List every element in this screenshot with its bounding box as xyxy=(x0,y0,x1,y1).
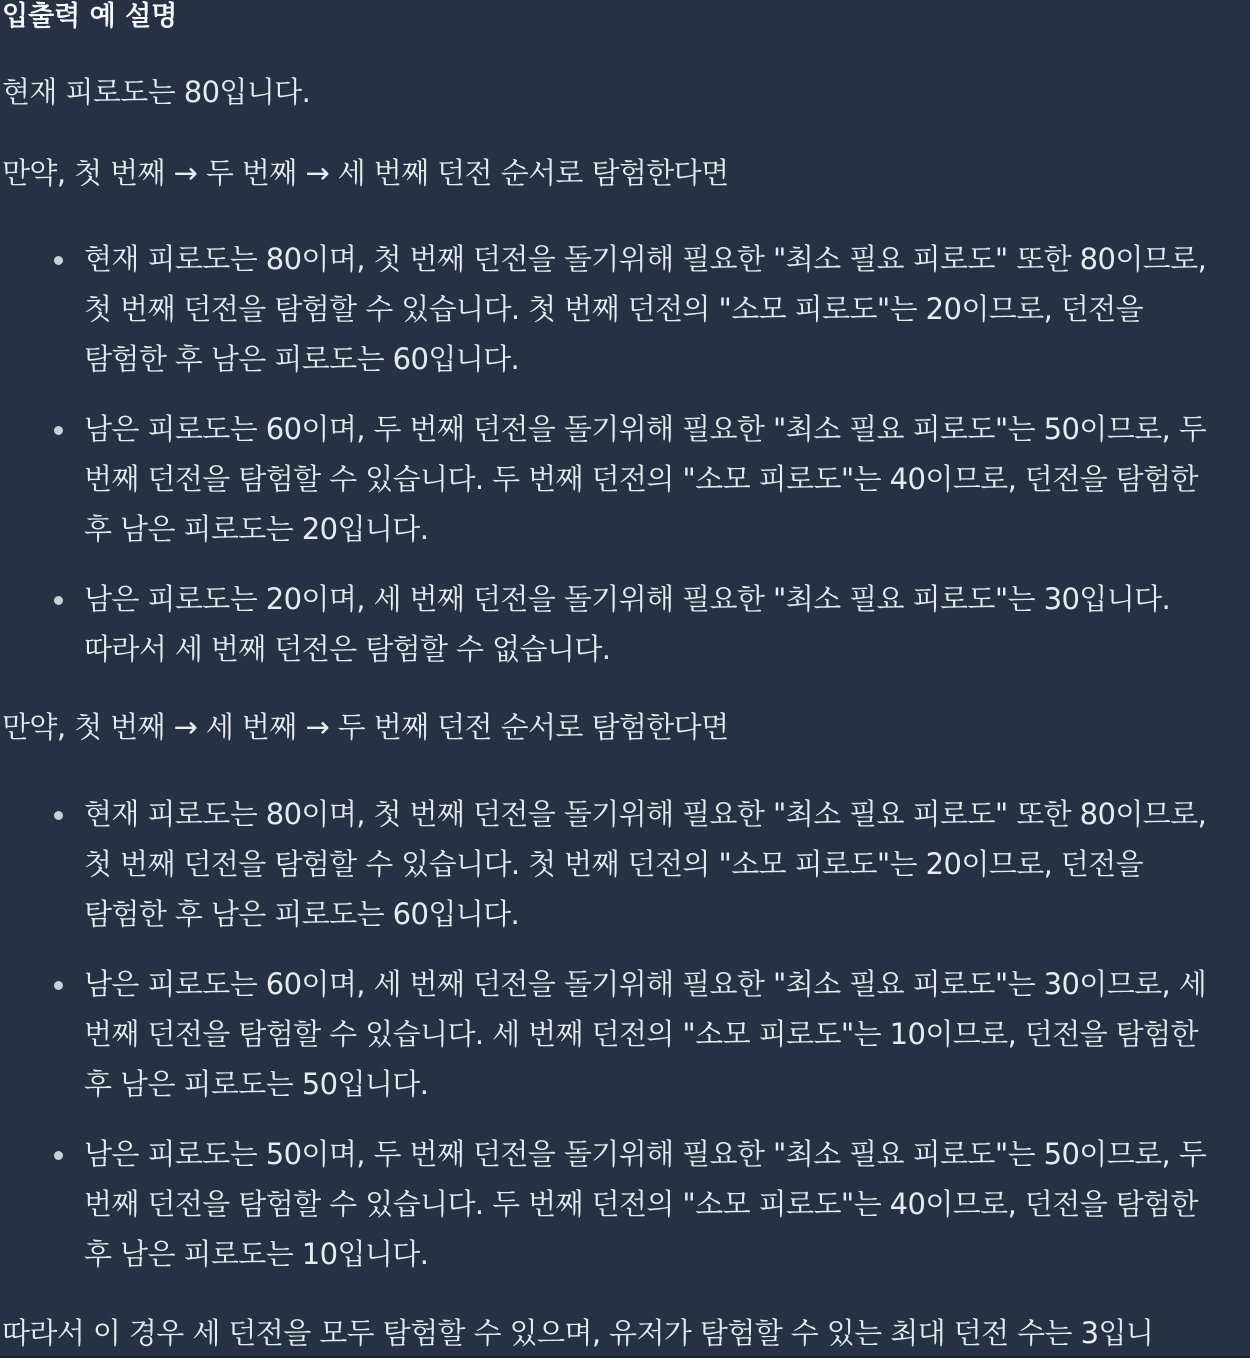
list-item xyxy=(0,959,1250,1109)
intro-text: 현재 피로도는 80입니다. xyxy=(2,75,311,109)
list-item xyxy=(0,234,1250,384)
bullet-dot-icon xyxy=(54,256,63,265)
bullet-dot-icon xyxy=(54,426,63,435)
section-heading: 입출력 예 설명 xyxy=(2,1,178,32)
bullet-dot-icon xyxy=(54,981,63,990)
bullet-dot-icon xyxy=(54,811,63,820)
case-2-title: 만약, 첫 번째 → 세 번째 → 두 번째 던전 순서로 탐험한다면 xyxy=(2,710,729,744)
case-2-steps xyxy=(0,789,1250,1299)
case-1-title: 만약, 첫 번째 → 두 번째 → 세 번째 던전 순서로 탐험한다면 xyxy=(2,156,729,190)
step-text: 남은 피로도는 60이며, 두 번째 던전을 돌기위해 필요한 "최소 필요 피로도"는 50이므로, 두 번째 던전을 탐험할 수 있습니다. 두 번째 던전의 "소모 피로도"는 40이므로, 던전을 탐험한 후 남은 피로도는 20입니다. xyxy=(84,412,1207,546)
step-text: 현재 피로도는 80이며, 첫 번째 던전을 돌기위해 필요한 "최소 필요 피로도" 또한 80이므로, 첫 번째 던전을 탐험할 수 있습니다. 첫 번째 던전의 "소모 피로도"는 20이므로, 던전을 탐험한 후 남은 피로도는 60입니다. xyxy=(84,242,1207,376)
bullet-dot-icon xyxy=(54,596,63,605)
step-text: 남은 피로도는 50이며, 두 번째 던전을 돌기위해 필요한 "최소 필요 피로도"는 50이므로, 두 번째 던전을 탐험할 수 있습니다. 두 번째 던전의 "소모 피로도"는 40이므로, 던전을 탐험한 후 남은 피로도는 10입니다. xyxy=(84,1137,1207,1271)
step-text: 남은 피로도는 20이며, 세 번째 던전을 돌기위해 필요한 "최소 필요 피로도"는 30입니다. 따라서 세 번째 던전은 탐험할 수 없습니다. xyxy=(84,582,1171,666)
list-item xyxy=(0,789,1250,939)
bullet-dot-icon xyxy=(54,1151,63,1160)
list-item xyxy=(0,574,1250,674)
conclusion-text: 따라서 이 경우 세 던전을 모두 탐험할 수 있으며, 유저가 탐험할 수 있는 최대 던전 수는 3입니 xyxy=(2,1316,1154,1350)
list-item xyxy=(0,1129,1250,1279)
step-text: 남은 피로도는 60이며, 세 번째 던전을 돌기위해 필요한 "최소 필요 피로도"는 30이므로, 세 번째 던전을 탐험할 수 있습니다. 세 번째 던전의 "소모 피로도"는 10이므로, 던전을 탐험한 후 남은 피로도는 50입니다. xyxy=(84,967,1207,1101)
step-text: 현재 피로도는 80이며, 첫 번째 던전을 돌기위해 필요한 "최소 필요 피로도" 또한 80이므로, 첫 번째 던전을 탐험할 수 있습니다. 첫 번째 던전의 "소모 피로도"는 20이므로, 던전을 탐험한 후 남은 피로도는 60입니다. xyxy=(84,797,1207,931)
case-1-steps xyxy=(0,234,1250,694)
list-item xyxy=(0,404,1250,554)
